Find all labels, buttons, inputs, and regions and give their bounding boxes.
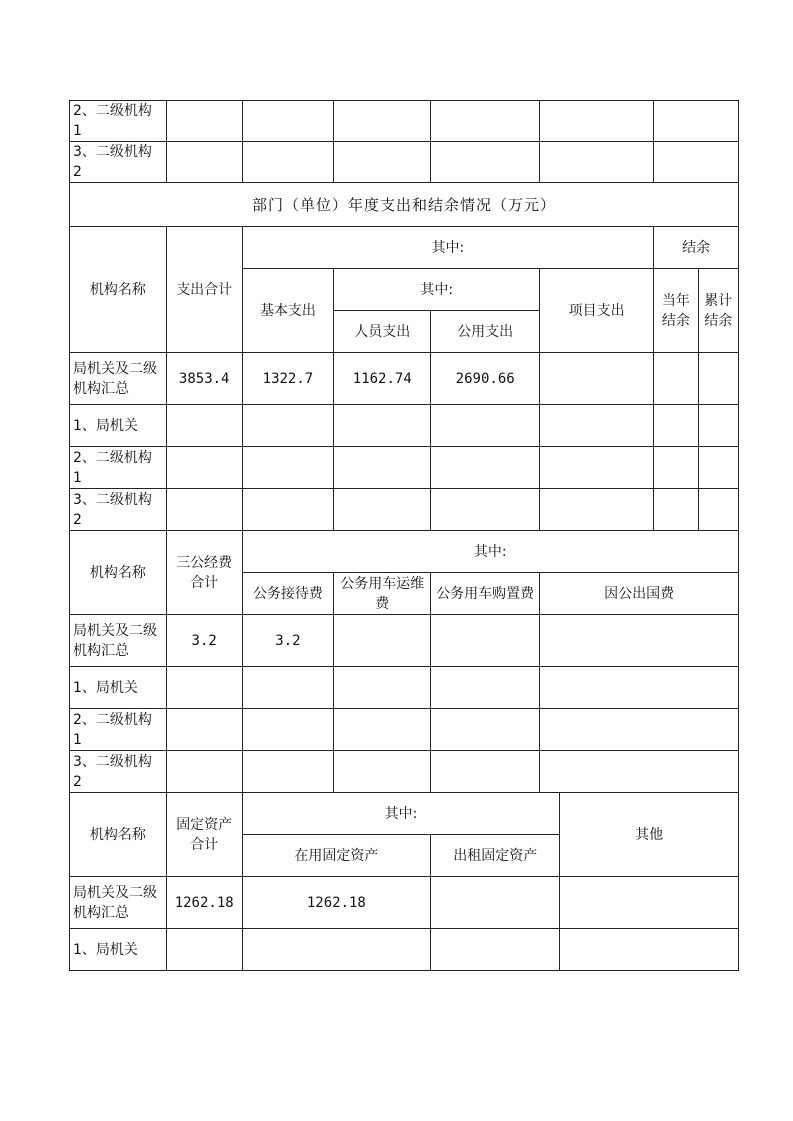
table-row (70, 489, 739, 531)
vehicle-purchase-header: 公务用车购置费 (431, 573, 540, 615)
org-name-cell: 1、局机关 (70, 667, 167, 709)
overseas-value (540, 615, 739, 667)
table-row (70, 877, 739, 929)
org-name-header: 机构名称 (70, 793, 167, 877)
of-which-header: 其中: (242, 793, 560, 835)
personnel-expenditure-header: 人员支出 (334, 311, 431, 353)
project-value (540, 353, 654, 405)
balance-header: 结余 (654, 227, 739, 269)
total-value: 3853.4 (166, 353, 242, 405)
table-row (70, 101, 739, 142)
table-row (70, 142, 739, 183)
total-expenditure-header: 支出合计 (166, 227, 242, 353)
three-public-total-header: 三公经费 合计 (166, 531, 242, 615)
org-name-cell: 局机关及二级 机构汇总 (70, 615, 167, 667)
org-name-header: 机构名称 (70, 531, 167, 615)
reception-value: 3.2 (242, 615, 334, 667)
other-value (560, 877, 739, 929)
other-header: 其他 (560, 793, 739, 877)
header-row (70, 793, 739, 835)
header-row (70, 227, 739, 269)
reception-header: 公务接待费 (242, 573, 334, 615)
org-name-cell: 局机关及二级 机构汇总 (70, 353, 167, 405)
table-row (70, 405, 739, 447)
org-name-cell: 1、局机关 (70, 405, 167, 447)
personnel-value: 1162.74 (334, 353, 431, 405)
basic-value: 1322.7 (242, 353, 334, 405)
basic-expenditure-header: 基本支出 (242, 269, 334, 353)
table-row (70, 447, 739, 489)
of-which-basic-header: 其中: (334, 269, 540, 311)
project-expenditure-header: 项目支出 (540, 269, 654, 353)
public-expenditure-header: 公用支出 (431, 311, 540, 353)
rented-value (431, 877, 560, 929)
org-name-header: 机构名称 (70, 227, 167, 353)
vehicle-ops-header: 公务用车运维费 (334, 573, 431, 615)
report-page (69, 100, 739, 971)
org-name-cell: 3、二级机构 2 (70, 751, 167, 793)
table-row (70, 353, 739, 405)
table-row (70, 751, 739, 793)
statistics-table (69, 100, 739, 971)
overseas-header: 因公出国费 (540, 573, 739, 615)
org-name-cell: 2、二级机构 1 (70, 447, 167, 489)
vehicle-ops-value (334, 615, 431, 667)
in-use-header: 在用固定资产 (242, 835, 431, 877)
in-use-value: 1262.18 (242, 877, 431, 929)
table-row (70, 709, 739, 751)
fixed-assets-total-header: 固定资产 合计 (166, 793, 242, 877)
section-title-row (70, 183, 739, 227)
total-value: 3.2 (166, 615, 242, 667)
org-name-cell: 2、二级机构 1 (70, 709, 167, 751)
of-which-header: 其中: (242, 531, 738, 573)
table-row (70, 929, 739, 971)
table-row (70, 615, 739, 667)
header-row (70, 531, 739, 573)
expenditure-section-title: 部门（单位）年度支出和结余情况（万元） (70, 183, 739, 227)
org-name-cell: 1、局机关 (70, 929, 167, 971)
public-value: 2690.66 (431, 353, 540, 405)
vehicle-purchase-value (431, 615, 540, 667)
org-name-cell: 3、二级机构 2 (70, 142, 167, 183)
current-year-balance-header: 当年 结余 (654, 269, 698, 353)
rented-header: 出租固定资产 (431, 835, 560, 877)
org-name-cell: 2、二级机构 1 (70, 101, 167, 142)
of-which-header: 其中: (242, 227, 654, 269)
current-balance-value (654, 353, 698, 405)
table-row (70, 667, 739, 709)
org-name-cell: 局机关及二级 机构汇总 (70, 877, 167, 929)
org-name-cell: 3、二级机构 2 (70, 489, 167, 531)
total-value: 1262.18 (166, 877, 242, 929)
cumulative-balance-value (698, 353, 738, 405)
cumulative-balance-header: 累计 结余 (698, 269, 738, 353)
